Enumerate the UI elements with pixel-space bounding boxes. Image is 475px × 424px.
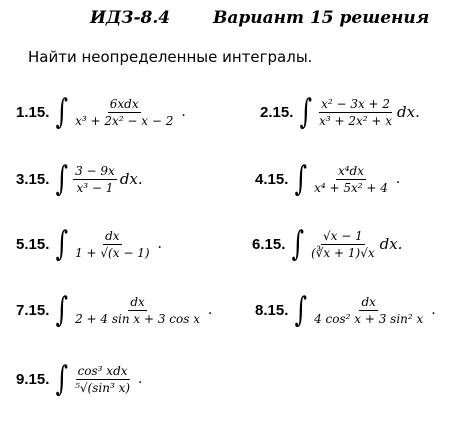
punctuation: . [138,371,143,387]
differential: dx. [379,235,403,253]
problem-9 [16,359,143,399]
problem-number: 2.15. [260,103,294,121]
integral-sign: ∫ [295,159,308,199]
numerator: dx [130,294,145,309]
problem-number: 7.15. [16,301,50,319]
problem-number: 5.15. [16,235,50,253]
problem-5 [16,224,162,264]
denominator: x³ + 2x² − x − 2 [75,113,174,128]
denominator: x³ − 1 [76,180,114,195]
punctuation: . [431,302,436,318]
problem-2 [260,92,423,132]
problem-3 [16,159,146,199]
problem-number: 8.15. [255,301,289,319]
integral-sign: ∫ [292,224,305,264]
problem-number: 9.15. [16,370,50,388]
punctuation: . [395,171,401,187]
denominator: 2 + 4 sin x + 3 cos x [75,311,200,326]
integral-sign: ∫ [295,290,308,330]
denominator: 4 cos² x + 3 sin² x [314,311,424,326]
denominator: ⁵√(sin³ x) [75,380,131,395]
integral-sign: ∫ [56,359,69,399]
integral-sign: ∫ [56,224,69,264]
problem-7 [16,290,213,330]
denominator: x⁴ + 5x² + 4 [314,180,388,195]
denominator: 1 + √(x − 1) [75,245,150,260]
problem-8 [255,290,436,330]
punctuation: . [208,302,213,318]
numerator: 6xdx [109,96,139,111]
problem-number: 1.15. [16,103,50,121]
instruction-text: Найти неопределенные интегралы. [28,48,313,66]
fraction [73,229,151,260]
problem-6 [252,224,405,264]
fraction [73,164,117,195]
problem-number: 6.15. [252,235,286,253]
problem-4 [255,159,401,199]
fraction [312,164,390,195]
denominator: x³ + 2x² + x [319,113,393,128]
fraction [73,364,132,395]
fraction [317,97,394,128]
integral-sign: ∫ [56,159,69,199]
numerator: 3 − 9x [75,163,115,178]
fraction [312,295,425,326]
integral-sign: ∫ [56,92,69,132]
punctuation: . [157,236,162,252]
denominator: (∛x + 1)√x [311,245,375,260]
problem-number: 3.15. [16,170,50,188]
integral-sign: ∫ [300,92,313,132]
numerator: dx [105,228,120,243]
fraction [309,229,377,260]
numerator: x⁴dx [337,163,364,178]
variant-title: Вариант 15 решения [213,8,430,28]
numerator: √x − 1 [322,228,363,243]
problem-number: 4.15. [255,170,289,188]
numerator: dx [361,294,376,309]
punctuation: . [181,104,186,120]
differential: dx. [397,103,420,121]
fraction [73,97,175,128]
assignment-code: ИДЗ-8.4 [90,8,171,28]
numerator: cos³ xdx [77,363,128,378]
differential: dx. [119,170,143,188]
numerator: x² − 3x + 2 [321,96,391,111]
problem-1 [16,92,186,132]
integral-sign: ∫ [56,290,69,330]
fraction [73,295,202,326]
